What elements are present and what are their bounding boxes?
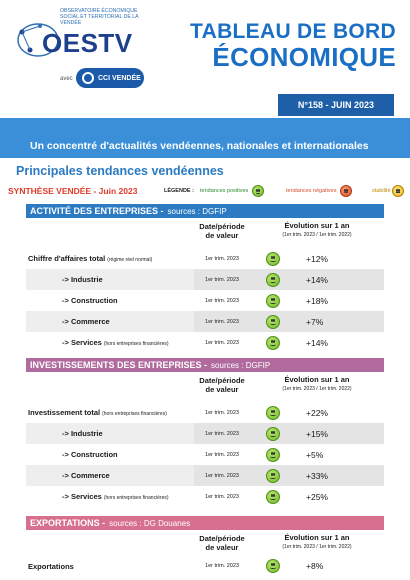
positive-smiley-icon [266,294,280,308]
table-row: -> Services (hors entreprises financières) 1er trim. 2023 +14% [62,337,328,348]
table-row: -> Construction 1er trim. 2023 +5% [62,449,324,460]
block-source: sources : DGFIP [211,360,271,370]
avec-text: avec [60,76,73,82]
legend-negative: tendances négatives [286,188,337,194]
synthese-row [6,184,406,200]
positive-smiley-icon [266,490,280,504]
table-row: Chiffre d'affaires total (régime réel normal) 1er trim. 2023 +12% [28,253,328,264]
oestv-logo[interactable] [14,6,144,86]
legend-positive: tendances positives [200,188,249,194]
cci-logo-icon [82,72,94,84]
positive-smiley-icon [252,185,264,197]
legend-stable: stabilité [372,188,391,194]
negative-smiley-icon [340,185,352,197]
blue-band [0,118,410,158]
table-row: -> Construction 1er trim. 2023 +18% [62,295,328,306]
positive-smiley-icon [266,469,280,483]
column-headers [26,218,384,248]
block-title: ACTIVITÉ DES ENTREPRISES - [30,206,164,216]
positive-smiley-icon [266,448,280,462]
page-title-line2: ÉCONOMIQUE [212,42,396,72]
stable-smiley-icon [392,185,404,197]
table-row: -> Commerce 1er trim. 2023 +7% [26,311,384,332]
page-title-line1: TABLEAU DE BORD [190,20,396,43]
block-source: sources : DG Douanes [109,518,191,528]
positive-smiley-icon [266,273,280,287]
block-title: INVESTISSEMENTS DES ENTREPRISES - [30,360,208,370]
column-headers [26,530,384,556]
block-activite-head [26,204,384,218]
col-date: Date/période de valeur [199,534,245,552]
cci-label: CCI VENDÉE [98,74,141,82]
block-investissements-head [26,358,384,372]
block-activite [26,204,384,353]
table-row: Exportations 1er trim. 2023 +8% [28,561,324,571]
table-row: Investissement total (hors entreprises financières) 1er trim. 2023 +22% [28,407,328,418]
table-row: -> Industrie 1er trim. 2023 +15% [26,423,384,444]
positive-smiley-icon [266,406,280,420]
column-headers [26,372,384,402]
positive-smiley-icon [266,427,280,441]
org-name: OBSERVATOIRE ÉCONOMIQUE SOCIAL ET TERRITORIAL DE LA VENDÉE [60,8,139,26]
table-row: -> Services (hors entreprises financières) 1er trim. 2023 +25% [62,491,328,502]
header [0,0,410,90]
section-title: Principales tendances vendéennes [16,164,224,178]
block-source: sources : DGFIP [167,206,227,216]
block-exportations-head [26,516,384,530]
positive-smiley-icon [266,559,280,573]
col-date: Date/période de valeur [199,222,245,240]
positive-smiley-icon [266,252,280,266]
table-row: -> Commerce 1er trim. 2023 +33% [26,465,384,486]
table-row: -> Industrie 1er trim. 2023 +14% [26,269,384,290]
col-evolution: Évolution sur 1 an (1er trim. 2023 / 1er trim. 2022) [282,533,352,550]
cci-vendee-badge[interactable] [76,68,144,88]
col-date: Date/période de valeur [199,376,245,394]
block-title: EXPORTATIONS - [30,518,106,528]
col-evolution: Évolution sur 1 an (1er trim. 2023 / 1er trim. 2022) [282,221,352,238]
synthese-label: SYNTHÈSE VENDÉE - Juin 2023 [8,186,138,196]
col-evolution: Évolution sur 1 an (1er trim. 2023 / 1er trim. 2022) [282,375,352,392]
block-exportations [26,516,384,576]
legend-label: LÉGENDE : [164,188,194,194]
issue-badge: N°158 - JUIN 2023 [278,94,394,116]
band-text: Un concentré d'actualités vendéennes, nationales et internationales [30,140,369,152]
logo-word: OESTV [42,28,133,58]
positive-smiley-icon [266,336,280,350]
positive-smiley-icon [266,315,280,329]
block-investissements [26,358,384,507]
